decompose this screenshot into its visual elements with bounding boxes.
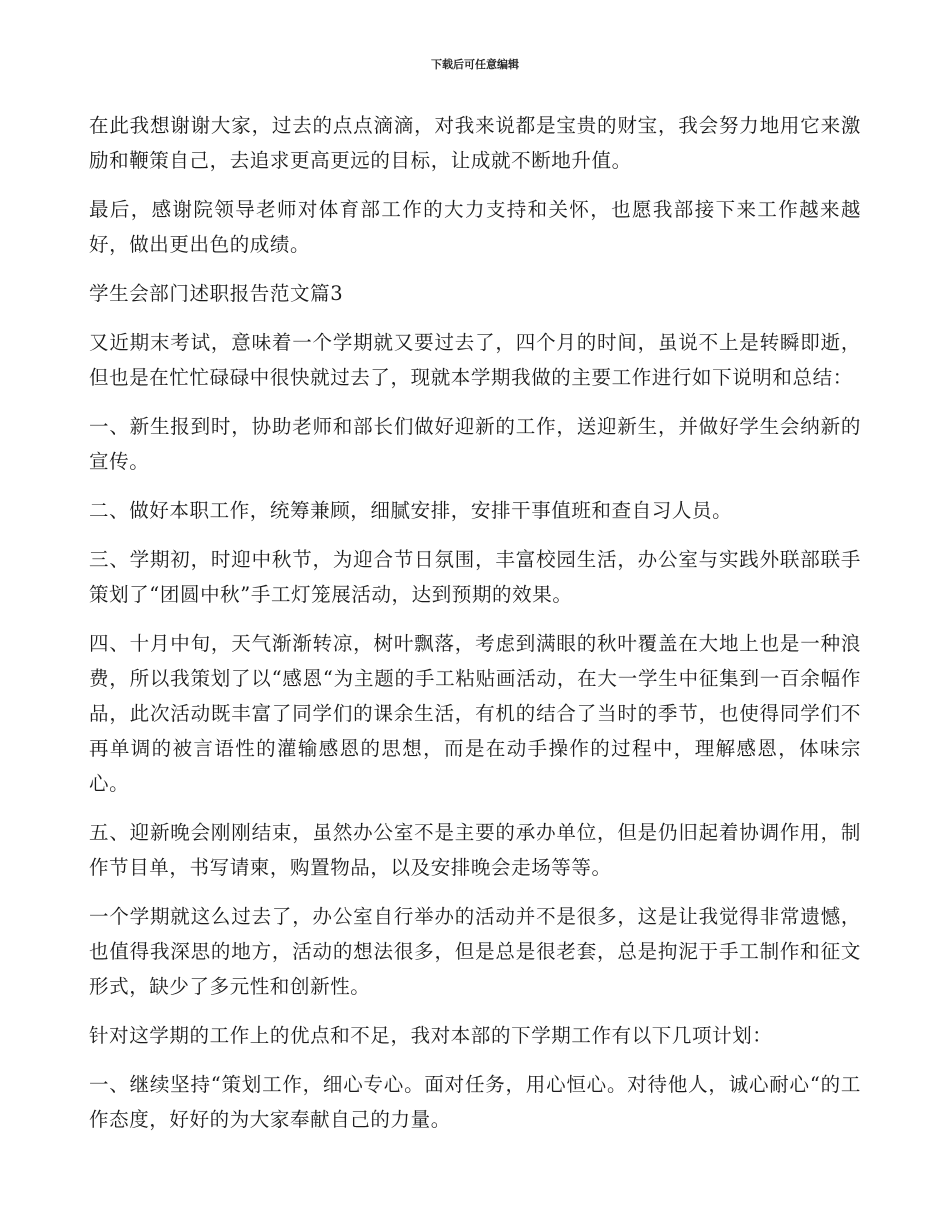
paragraph: 三、学期初，时迎中秋节，为迎合节日氛围，丰富校园生活，办公室与实践外联部联手策划了“团圆中秋”手工灯笼展活动，达到预期的效果。 (89, 548, 861, 606)
paragraph: 五、迎新晚会刚刚结束，虽然办公室不是主要的承办单位，但是仍旧起着协调作用，制作节目单，书写请柬，购置物品，以及安排晚会走场等等。 (89, 821, 861, 879)
paragraph: 一、继续坚持“策划工作，细心专心。面对任务，用心恒心。对待他人，诚心耐心“的工作态度，好好的为大家奉献自己的力量。 (89, 1073, 861, 1131)
paragraph: 针对这学期的工作上的优点和不足，我对本部的下学期工作有以下几项计划： (89, 1024, 773, 1047)
document-body (89, 108, 861, 1151)
paragraph: 一个学期就这么过去了，办公室自行举办的活动并不是很多，这是让我觉得非常遗憾，也值得我深思的地方，活动的想法很多，但是总是很老套，总是拘泥于手工制作和征文形式，缺少了多元性和创新性。 (89, 905, 861, 998)
paragraph: 在此我想谢谢大家，过去的点点滴滴，对我来说都是宝贵的财宝，我会努力地用它来激励和鞭策自己，去追求更高更远的目标，让成就不断地升值。 (89, 114, 861, 172)
paragraph: 四、十月中旬，天气渐渐转凉，树叶飘落，考虑到满眼的秋叶覆盖在大地上也是一种浪费，所以我策划了以“感恩“为主题的手工粘贴画活动，在大一学生中征集到一百余幅作品，此次活动既丰富了同学们的课余生活，有机的结合了当时的季节，也使得同学们不再单调的被言语性的灌输感恩的思想，而是在动手操作的过程中，理解感恩，体味宗心。 (89, 632, 861, 795)
paragraph: 最后，感谢院领导老师对体育部工作的大力支持和关怀，也愿我部接下来工作越来越好，做出更出色的成绩。 (89, 198, 861, 256)
paragraph: 二、做好本职工作，统筹兼顾，细腻安排，安排干事值班和查自习人员。 (89, 499, 733, 522)
section-title: 学生会部门述职报告范文篇3 (89, 282, 344, 305)
paragraph: 又近期末考试，意味着一个学期就又要过去了，四个月的时间，虽说不上是转瞬即逝，但也是在忙忙碌碌中很快就过去了，现就本学期我做的主要工作进行如下说明和总结： (89, 331, 861, 389)
paragraph: 一、新生报到时，协助老师和部长们做好迎新的工作，送迎新生，并做好学生会纳新的宣传。 (89, 415, 861, 473)
page-header: 下载后可任意编辑 (431, 58, 519, 71)
